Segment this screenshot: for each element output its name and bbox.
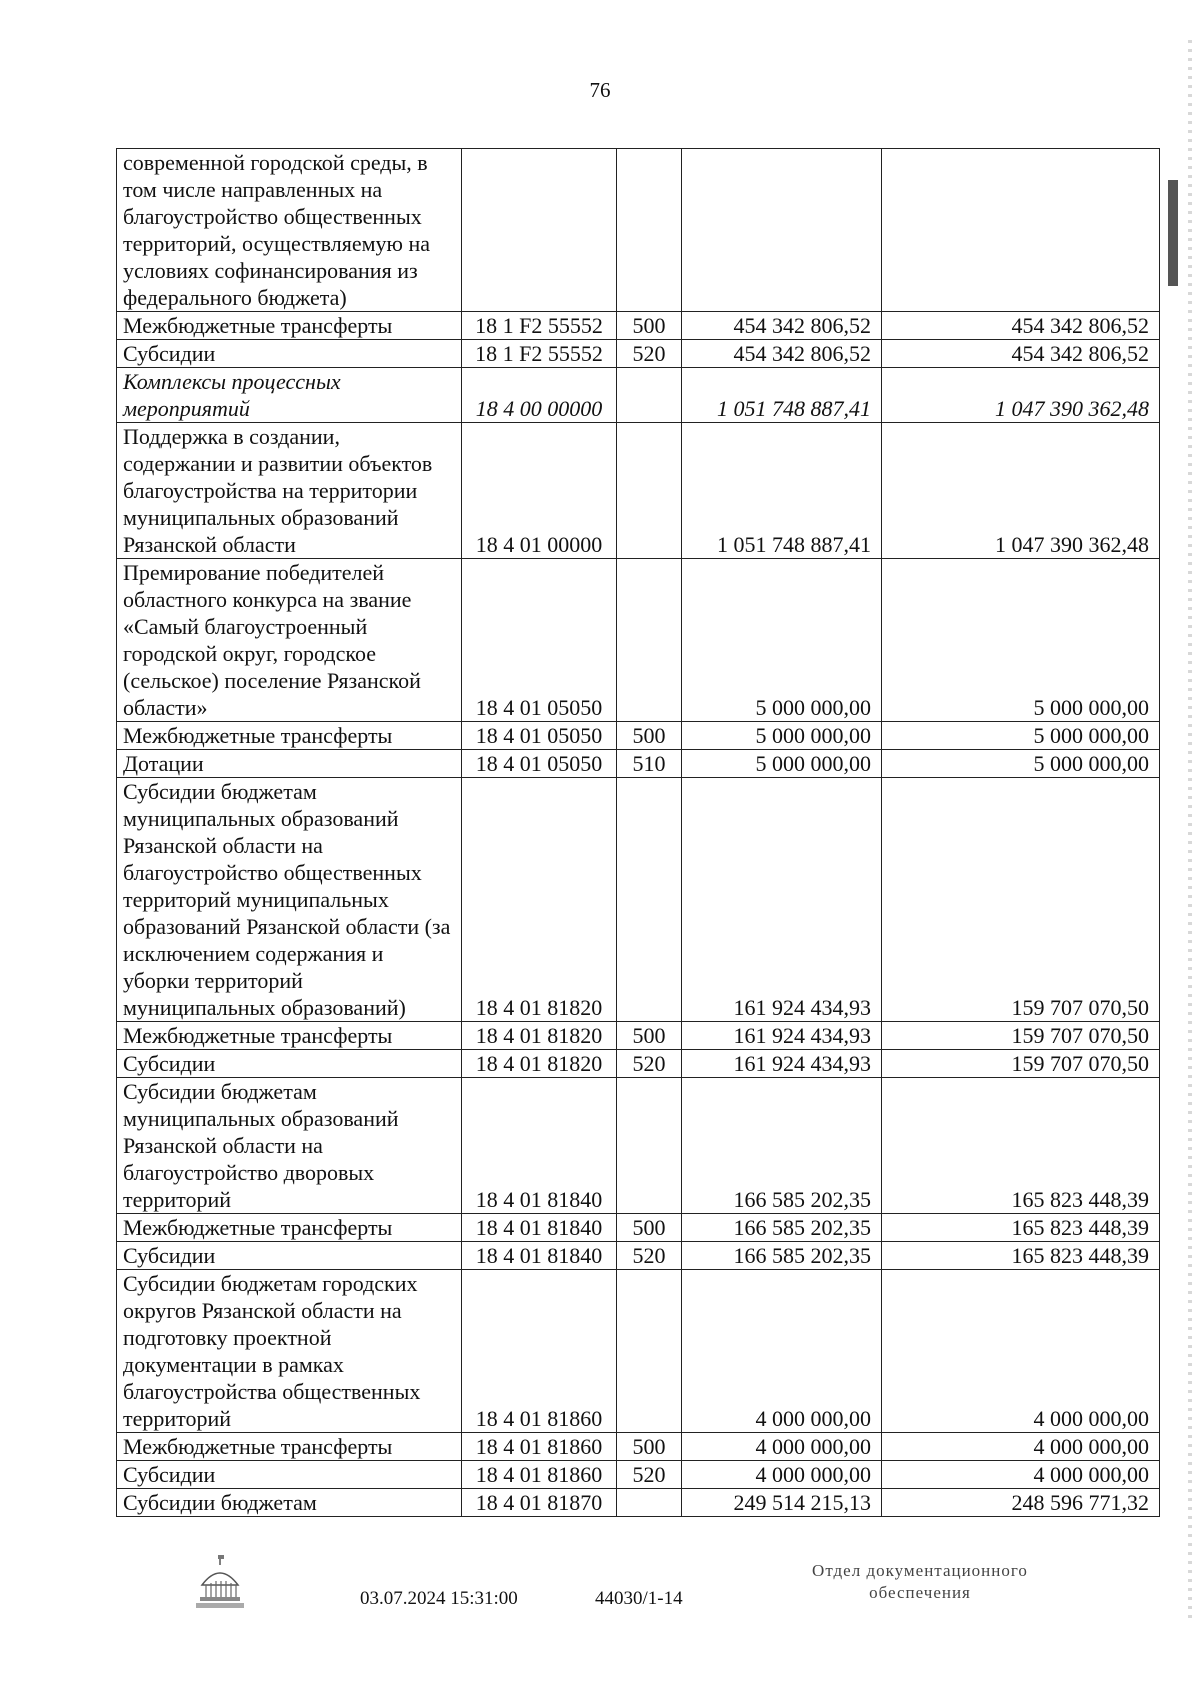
duma-building-icon [192, 1553, 248, 1611]
table-row [117, 149, 1160, 312]
cell-amount-1: 454 342 806,52 [682, 312, 882, 340]
table-row [117, 1242, 1160, 1270]
cell-expense-type [617, 559, 682, 722]
cell-name: Межбюджетные трансферты [117, 1214, 462, 1242]
cell-amount-1: 161 924 434,93 [682, 778, 882, 1022]
table-row [117, 423, 1160, 559]
cell-code: 18 4 01 81840 [462, 1214, 617, 1242]
table-row [117, 1214, 1160, 1242]
cell-expense-type: 520 [617, 1242, 682, 1270]
cell-amount-1: 4 000 000,00 [682, 1270, 882, 1433]
cell-name: Субсидии бюджетам [117, 1489, 462, 1517]
cell-amount-1: 4 000 000,00 [682, 1461, 882, 1489]
cell-expense-type [617, 1489, 682, 1517]
scan-edge-decoration [1188, 40, 1192, 1620]
cell-expense-type: 500 [617, 1433, 682, 1461]
cell-amount-1: 4 000 000,00 [682, 1433, 882, 1461]
cell-code: 18 4 01 81840 [462, 1078, 617, 1214]
table-row [117, 1489, 1160, 1517]
footer-stamp [770, 1560, 1070, 1604]
cell-amount-2: 159 707 070,50 [882, 1050, 1160, 1078]
cell-expense-type [617, 778, 682, 1022]
cell-amount-1: 5 000 000,00 [682, 722, 882, 750]
cell-amount-2: 159 707 070,50 [882, 1022, 1160, 1050]
cell-code: 18 4 01 81840 [462, 1242, 617, 1270]
cell-amount-2: 1 047 390 362,48 [882, 423, 1160, 559]
table-row [117, 340, 1160, 368]
scan-mark-decoration [1168, 262, 1178, 286]
cell-amount-1: 249 514 215,13 [682, 1489, 882, 1517]
cell-expense-type: 500 [617, 312, 682, 340]
cell-amount-1: 454 342 806,52 [682, 340, 882, 368]
cell-code: 18 4 01 81860 [462, 1461, 617, 1489]
cell-amount-1: 161 924 434,93 [682, 1022, 882, 1050]
cell-name: Дотации [117, 750, 462, 778]
cell-amount-1: 166 585 202,35 [682, 1242, 882, 1270]
cell-name: Субсидии [117, 1242, 462, 1270]
cell-name: Межбюджетные трансферты [117, 312, 462, 340]
cell-amount-2: 165 823 448,39 [882, 1214, 1160, 1242]
cell-amount-2: 5 000 000,00 [882, 750, 1160, 778]
cell-amount-1: 161 924 434,93 [682, 1050, 882, 1078]
table-body [117, 149, 1160, 1517]
page-number: 76 [589, 78, 611, 102]
cell-name: Комплексы процессных мероприятий [117, 368, 462, 423]
cell-name: Субсидии бюджетам городских округов Рязанской области на подготовку проектной документации в рамках благоустройства общественных территорий [117, 1270, 462, 1433]
cell-code: 18 1 F2 55552 [462, 312, 617, 340]
cell-amount-2: 454 342 806,52 [882, 312, 1160, 340]
cell-expense-type [617, 1270, 682, 1433]
cell-amount-2: 454 342 806,52 [882, 340, 1160, 368]
cell-name: Субсидии бюджетам муниципальных образований Рязанской области на благоустройство дворовых территорий [117, 1078, 462, 1214]
cell-code: 18 4 01 05050 [462, 722, 617, 750]
cell-amount-2: 4 000 000,00 [882, 1270, 1160, 1433]
cell-amount-2: 165 823 448,39 [882, 1242, 1160, 1270]
cell-name: Субсидии [117, 1050, 462, 1078]
cell-amount-1: 1 051 748 887,41 [682, 368, 882, 423]
budget-table [116, 148, 1160, 1517]
cell-expense-type: 510 [617, 750, 682, 778]
cell-expense-type [617, 423, 682, 559]
cell-amount-2: 248 596 771,32 [882, 1489, 1160, 1517]
cell-expense-type: 520 [617, 1461, 682, 1489]
cell-code: 18 4 01 05050 [462, 750, 617, 778]
table-row [117, 1078, 1160, 1214]
cell-code: 18 1 F2 55552 [462, 340, 617, 368]
table-row [117, 1050, 1160, 1078]
table-row [117, 1270, 1160, 1433]
table-row [117, 1461, 1160, 1489]
cell-amount-1: 1 051 748 887,41 [682, 423, 882, 559]
cell-name: Субсидии бюджетам муниципальных образований Рязанской области на благоустройство общественных территорий муниципальных образований Рязанской области (за исключением содержания и уборки территорий муниципальных образований) [117, 778, 462, 1022]
cell-name: Поддержка в создании, содержании и развитии объектов благоустройства на территории муниципальных образований Рязанской области [117, 423, 462, 559]
cell-amount-1: 166 585 202,35 [682, 1078, 882, 1214]
table-row [117, 559, 1160, 722]
cell-expense-type: 500 [617, 1214, 682, 1242]
cell-expense-type: 500 [617, 722, 682, 750]
table-row [117, 368, 1160, 423]
cell-expense-type [617, 368, 682, 423]
cell-amount-2: 5 000 000,00 [882, 722, 1160, 750]
cell-amount-1: 5 000 000,00 [682, 750, 882, 778]
cell-amount-1: 166 585 202,35 [682, 1214, 882, 1242]
scan-mark-decoration [1168, 180, 1178, 270]
cell-amount-2: 165 823 448,39 [882, 1078, 1160, 1214]
cell-amount-1 [682, 149, 882, 312]
cell-code: 18 4 01 81820 [462, 1050, 617, 1078]
table-row [117, 778, 1160, 1022]
cell-amount-2: 159 707 070,50 [882, 778, 1160, 1022]
cell-name: Премирование победителей областного конкурса на звание «Самый благоустроенный городской округ, городское (сельское) поселение Рязанской области» [117, 559, 462, 722]
cell-amount-2: 4 000 000,00 [882, 1461, 1160, 1489]
cell-name: Субсидии [117, 340, 462, 368]
cell-expense-type: 520 [617, 1050, 682, 1078]
cell-name: Межбюджетные трансферты [117, 1022, 462, 1050]
cell-code: 18 4 01 81820 [462, 1022, 617, 1050]
table-row [117, 722, 1160, 750]
footer-doc-number: 44030/1-14 [595, 1588, 683, 1609]
cell-code: 18 4 01 81860 [462, 1433, 617, 1461]
cell-code: 18 4 00 00000 [462, 368, 617, 423]
cell-amount-2 [882, 149, 1160, 312]
cell-expense-type: 520 [617, 340, 682, 368]
cell-code: 18 4 01 81870 [462, 1489, 617, 1517]
cell-name: Субсидии [117, 1461, 462, 1489]
table-row [117, 1433, 1160, 1461]
cell-code: 18 4 01 05050 [462, 559, 617, 722]
cell-amount-2: 5 000 000,00 [882, 559, 1160, 722]
footer-date: 03.07.2024 15:31:00 [360, 1588, 518, 1609]
cell-code [462, 149, 617, 312]
table-row [117, 1022, 1160, 1050]
table-row [117, 312, 1160, 340]
cell-name: современной городской среды, в том числе направленных на благоустройство общественных территорий, осуществляемую на условиях софинансирования из федерального бюджета) [117, 149, 462, 312]
cell-amount-1: 5 000 000,00 [682, 559, 882, 722]
cell-amount-2: 4 000 000,00 [882, 1433, 1160, 1461]
table-row [117, 750, 1160, 778]
cell-expense-type [617, 149, 682, 312]
cell-code: 18 4 01 81820 [462, 778, 617, 1022]
cell-code: 18 4 01 81860 [462, 1270, 617, 1433]
stamp-line: обеспечения [869, 1583, 971, 1602]
cell-name: Межбюджетные трансферты [117, 1433, 462, 1461]
cell-name: Межбюджетные трансферты [117, 722, 462, 750]
cell-expense-type [617, 1078, 682, 1214]
stamp-line: Отдел документационного [812, 1561, 1028, 1580]
cell-amount-2: 1 047 390 362,48 [882, 368, 1160, 423]
cell-code: 18 4 01 00000 [462, 423, 617, 559]
cell-expense-type: 500 [617, 1022, 682, 1050]
